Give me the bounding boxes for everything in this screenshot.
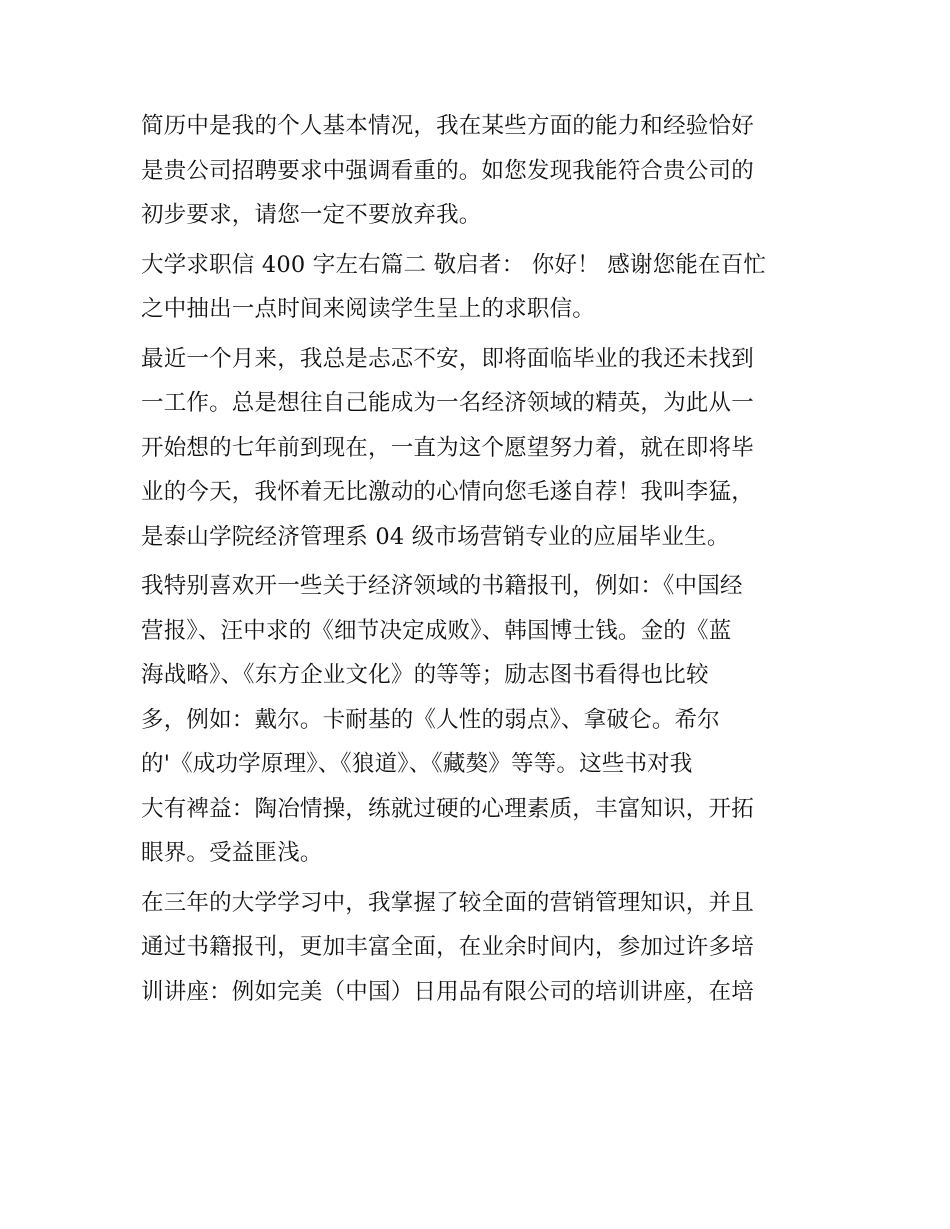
document-page: [141, 104, 821, 1014]
text-line: 海战略》、《东方企业文化》的等等；励志图书看得也比较: [141, 662, 709, 688]
text-line: 业的今天，我怀着无比激动的心情向您毛遂自荐！我叫李猛，: [141, 479, 754, 505]
text-line: 开始想的七年前到现在，一直为这个愿望努力着，就在即将毕: [141, 434, 754, 461]
text-line: 最近一个月来，我总是忐忑不安，即将面临毕业的我还未找到: [141, 345, 754, 372]
text-line: 大学求职信 400 字左右篇二 敬启者： 你好！ 感谢您能在百忙: [141, 251, 767, 278]
text-line: 是泰山学院经济管理系 04 级市场营销专业的应届毕业生。: [141, 523, 730, 550]
paragraph-2: [141, 243, 821, 332]
text-line: 在三年的大学学习中，我掌握了较全面的营销管理知识，并且: [141, 889, 754, 916]
text-line: 训讲座：例如完美（中国）日用品有限公司的培训讲座，在培: [141, 978, 754, 1005]
text-line: 眼界。受益匪浅。: [141, 840, 323, 866]
paragraph-4: [141, 564, 821, 876]
text-line: 简历中是我的个人基本情况，我在某些方面的能力和经验恰好: [141, 113, 754, 139]
text-line: 营报》、汪中求的《细节决定成败》、韩国博士钱。金的《蓝: [141, 617, 732, 644]
text-line: 我特别喜欢开一些关于经济领域的书籍报刊，例如：《中国经: [141, 573, 743, 599]
text-line: 通过书籍报刊，更加丰富全面，在业余时间内，参加过许多培: [141, 934, 754, 960]
paragraph-1: [141, 104, 821, 238]
text-line: 大有裨益：陶冶情操，练就过硬的心理素质，丰富知识，开拓: [141, 795, 754, 822]
text-line: 一工作。总是想往自己能成为一名经济领域的精英，为此从一: [141, 390, 754, 416]
paragraph-5: [141, 881, 821, 1015]
text-line: 初步要求，请您一定不要放弃我。: [141, 202, 482, 228]
text-line: 的'《成功学原理》、《狼道》、《藏獒》等等。这些书对我: [141, 751, 693, 777]
text-line: 是贵公司招聘要求中强调看重的。如您发现我能符合贵公司的: [141, 157, 754, 184]
text-line: 之中抽出一点时间来阅读学生呈上的求职信。: [141, 296, 596, 322]
paragraph-3: [141, 337, 821, 560]
text-line: 多，例如：戴尔。卡耐基的《人性的弱点》、拿破仑。希尔: [141, 706, 720, 733]
